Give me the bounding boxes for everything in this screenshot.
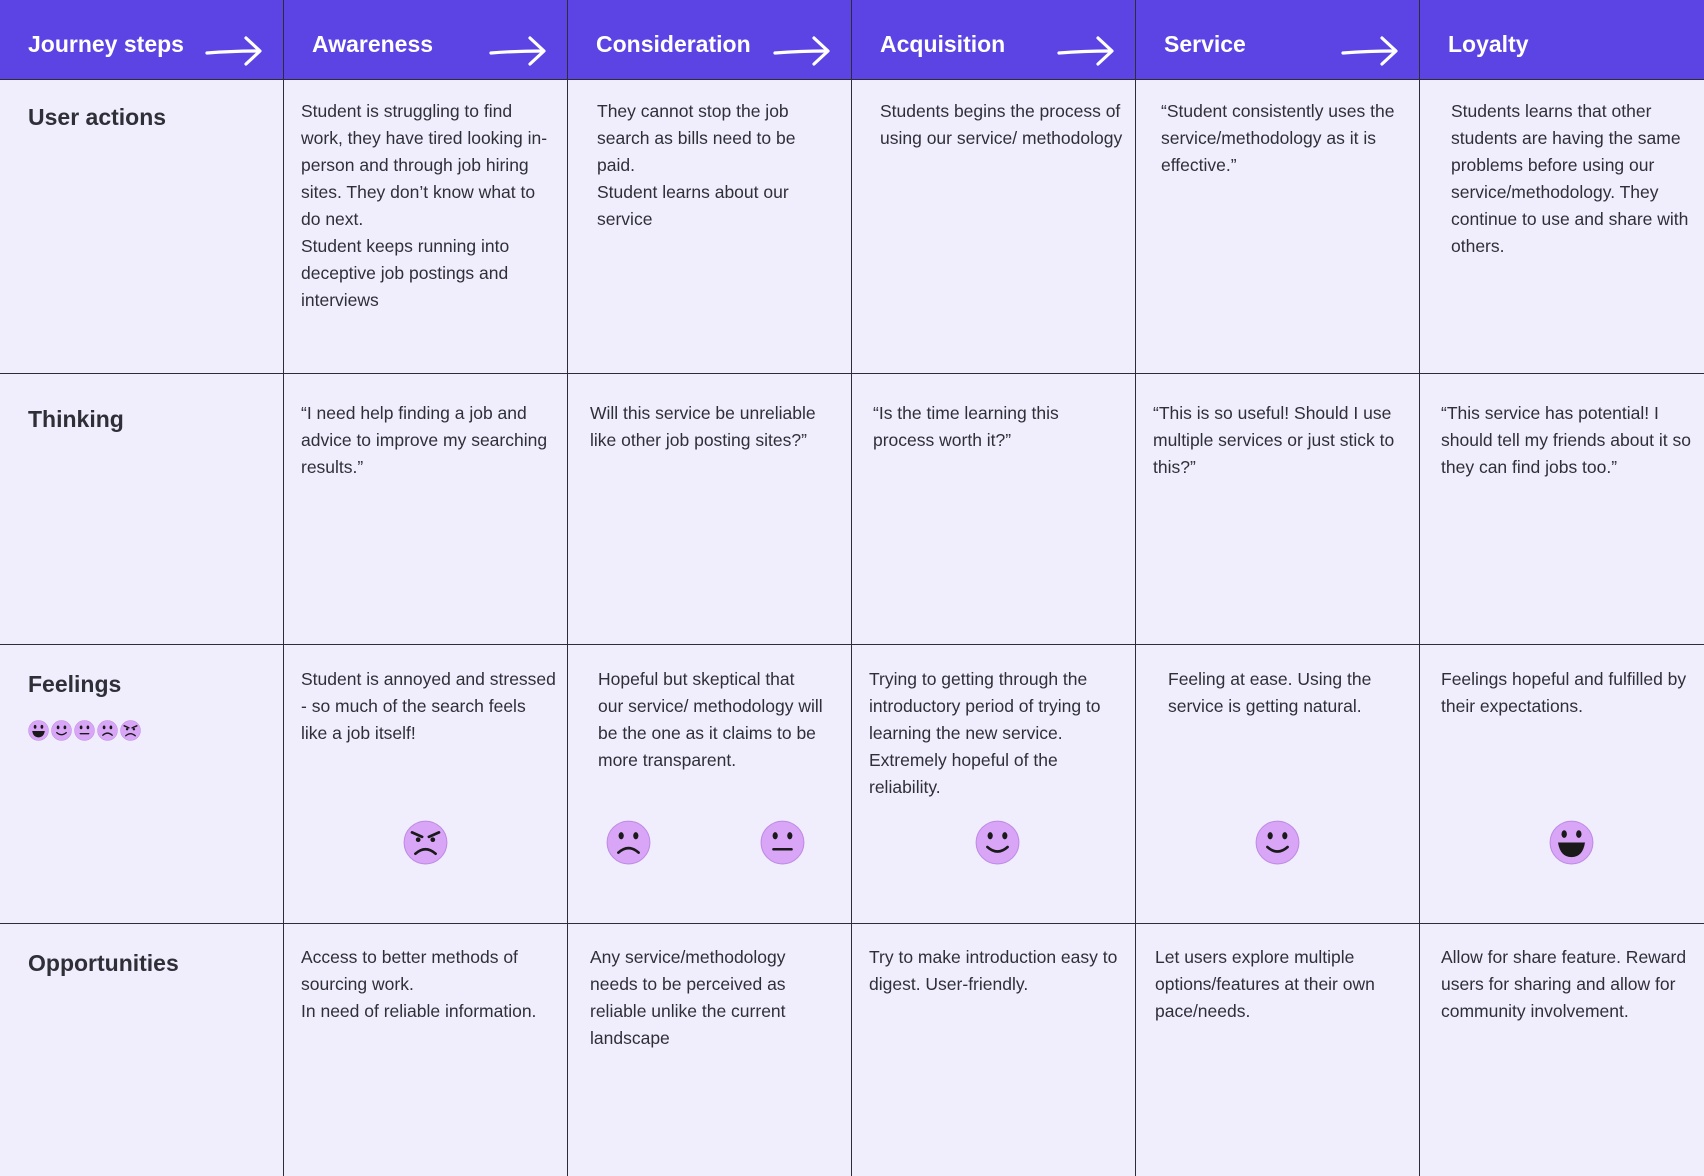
arrow-right-icon bbox=[1340, 33, 1400, 73]
stage-label: Acquisition bbox=[880, 31, 1006, 57]
opportunities-awareness: Access to better methods of sourcing work. In need of reliable information. bbox=[301, 947, 537, 1021]
neutral-face-icon bbox=[760, 820, 805, 865]
user-actions-consideration: They cannot stop the job search as bills need to be paid. Student learns about our service bbox=[597, 101, 796, 229]
row-divider bbox=[0, 644, 1704, 645]
row-title-user-actions: User actions bbox=[28, 104, 167, 130]
header-acquisition bbox=[852, 0, 1135, 79]
arrow-right-icon bbox=[204, 33, 264, 73]
column-divider bbox=[283, 0, 284, 1176]
arrow-right-icon bbox=[772, 33, 832, 73]
thinking-consideration: Will this service be unreliable like other job posting sites?” bbox=[590, 403, 816, 450]
opportunities-service: Let users explore multiple options/features at their own pace/needs. bbox=[1155, 947, 1375, 1021]
thinking-service: “This is so useful! Should I use multiple services or just stick to this?” bbox=[1153, 403, 1395, 477]
neutral-face-icon bbox=[74, 720, 95, 741]
very-happy-face-icon bbox=[28, 720, 49, 741]
opportunities-acquisition: Try to make introduction easy to digest. User-friendly. bbox=[869, 947, 1118, 994]
user-actions-loyalty: Students learns that other students are having the same problems before using our service/methodology. They continue to use and share with others. bbox=[1451, 101, 1689, 256]
sad-face-icon bbox=[97, 720, 118, 741]
feelings-service: Feeling at ease. Using the service is getting natural. bbox=[1168, 669, 1372, 716]
feelings-consideration: Hopeful but skeptical that our service/ methodology will be the one as it claims to be more transparent. bbox=[598, 669, 823, 770]
user-actions-awareness: Student is struggling to find work, they have tired looking in-person and through job hiring sites. They don’t know what to do next. Student keeps running into deceptive job postings and interviews bbox=[301, 101, 548, 310]
happy-face-icon bbox=[51, 720, 72, 741]
row-divider bbox=[0, 79, 1704, 80]
stage-label: Loyalty bbox=[1448, 31, 1529, 57]
row-title-thinking: Thinking bbox=[28, 406, 124, 432]
header-label: Journey steps bbox=[28, 31, 184, 57]
row-title-feelings: Feelings bbox=[28, 671, 122, 697]
thinking-awareness: “I need help finding a job and advice to improve my searching results.” bbox=[301, 403, 548, 477]
header-loyalty bbox=[1420, 0, 1704, 79]
feelings-loyalty: Feelings hopeful and fulfilled by their expectations. bbox=[1441, 669, 1687, 716]
row-divider bbox=[0, 923, 1704, 924]
opportunities-consideration: Any service/methodology needs to be perceived as reliable unlike the current landscape bbox=[590, 947, 786, 1048]
user-actions-acquisition: Students begins the process of using our service/ methodology bbox=[880, 101, 1123, 148]
thinking-loyalty: “This service has potential! I should tell my friends about it so they can find jobs too.” bbox=[1441, 403, 1691, 477]
feelings-acquisition: Trying to getting through the introductory period of trying to learning the new service. Extremely hopeful of the reliability. bbox=[869, 669, 1101, 797]
column-divider bbox=[1419, 0, 1420, 1176]
happy-face-icon bbox=[1255, 820, 1300, 865]
column-divider bbox=[1135, 0, 1136, 1176]
column-divider bbox=[567, 0, 568, 1176]
column-divider bbox=[851, 0, 852, 1176]
thinking-acquisition: “Is the time learning this process worth it?” bbox=[873, 403, 1059, 450]
row-title-opportunities: Opportunities bbox=[28, 950, 179, 976]
header-journey-steps bbox=[0, 0, 283, 79]
user-actions-service: “Student consistently uses the service/methodology as it is effective.” bbox=[1161, 101, 1395, 175]
row-divider bbox=[0, 373, 1704, 374]
feelings-scale bbox=[28, 720, 141, 741]
angry-face-icon bbox=[403, 820, 448, 865]
very-happy-face-icon bbox=[1549, 820, 1594, 865]
happy-face-icon bbox=[975, 820, 1020, 865]
stage-label: Service bbox=[1164, 31, 1246, 57]
header-consideration bbox=[568, 0, 851, 79]
angry-face-icon bbox=[120, 720, 141, 741]
stage-label: Consideration bbox=[596, 31, 751, 57]
stage-label: Awareness bbox=[312, 31, 434, 57]
header-service bbox=[1136, 0, 1419, 79]
sad-face-icon bbox=[606, 820, 651, 865]
arrow-right-icon bbox=[488, 33, 548, 73]
header-awareness bbox=[284, 0, 567, 79]
opportunities-loyalty: Allow for share feature. Reward users for sharing and allow for community involvement. bbox=[1441, 947, 1687, 1021]
feelings-awareness: Student is annoyed and stressed - so much of the search feels like a job itself! bbox=[301, 669, 556, 743]
arrow-right-icon bbox=[1056, 33, 1116, 73]
